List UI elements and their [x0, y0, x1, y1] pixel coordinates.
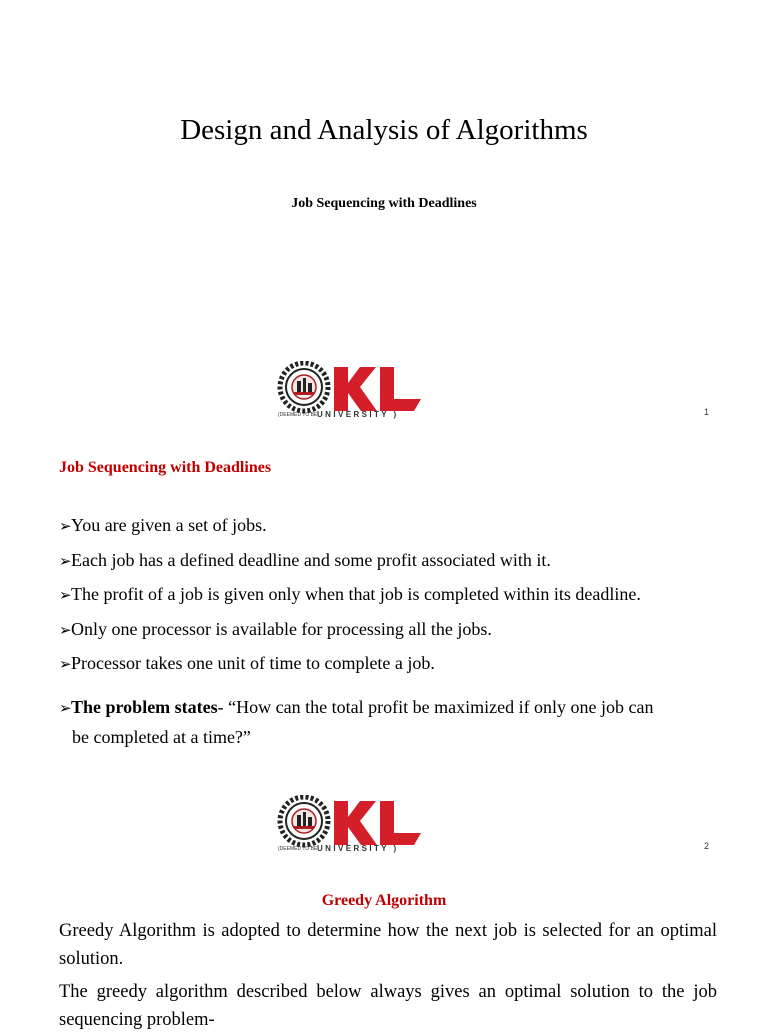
slide3-heading: Greedy Algorithm: [321, 892, 447, 909]
university-logo: [276, 795, 438, 853]
arrow-bullet-icon: ➢: [59, 701, 72, 717]
arrow-bullet-icon: ➢: [59, 519, 72, 535]
university-seal-icon: [280, 797, 328, 845]
arrow-bullet-icon: ➢: [59, 657, 72, 673]
slide3-paragraph-1: Greedy Algorithm is adopted to determine how the next job is selected for an optimal solution.: [59, 921, 717, 969]
slide1-subtitle: Job Sequencing with Deadlines: [291, 196, 477, 211]
slide3-paragraph-2: The greedy algorithm described below always gives an optimal solution to the job sequencing problem-: [59, 982, 717, 1030]
logo-caption-big: UNIVERSITY ): [317, 410, 399, 419]
slide1-page-number: 1: [704, 407, 710, 417]
arrow-bullet-icon: ➢: [59, 588, 72, 604]
bullet-item: ➢Processor takes one unit of time to complete a job.: [59, 651, 719, 677]
arrow-bullet-icon: ➢: [59, 554, 72, 570]
slide1-title: Design and Analysis of Algorithms: [180, 114, 588, 146]
logo-caption-small: (DEEMED TO BE: [278, 846, 318, 852]
bullet-item: ➢You are given a set of jobs.: [59, 513, 719, 539]
arrow-bullet-icon: ➢: [59, 623, 72, 639]
bullet-item: ➢Each job has a defined deadline and some profit associated with it.: [59, 548, 719, 574]
problem-statement: ➢The problem states- “How can the total profit be maximized if only one job can be completed at a time?”: [59, 697, 654, 747]
problem-label: The problem states: [71, 697, 218, 717]
bullet-item: ➢Only one processor is available for processing all the jobs.: [59, 617, 719, 643]
slide2-page-number: 2: [704, 841, 710, 851]
slide2-heading: Job Sequencing with Deadlines: [59, 459, 272, 476]
bullet-item: ➢The profit of a job is given only when that job is completed within its deadline.: [59, 582, 719, 608]
logo-caption-small: (DEEMED TO BE: [278, 412, 318, 418]
university-logo: [276, 361, 438, 419]
university-seal-icon: [280, 363, 328, 411]
logo-caption-big: UNIVERSITY ): [317, 844, 399, 853]
